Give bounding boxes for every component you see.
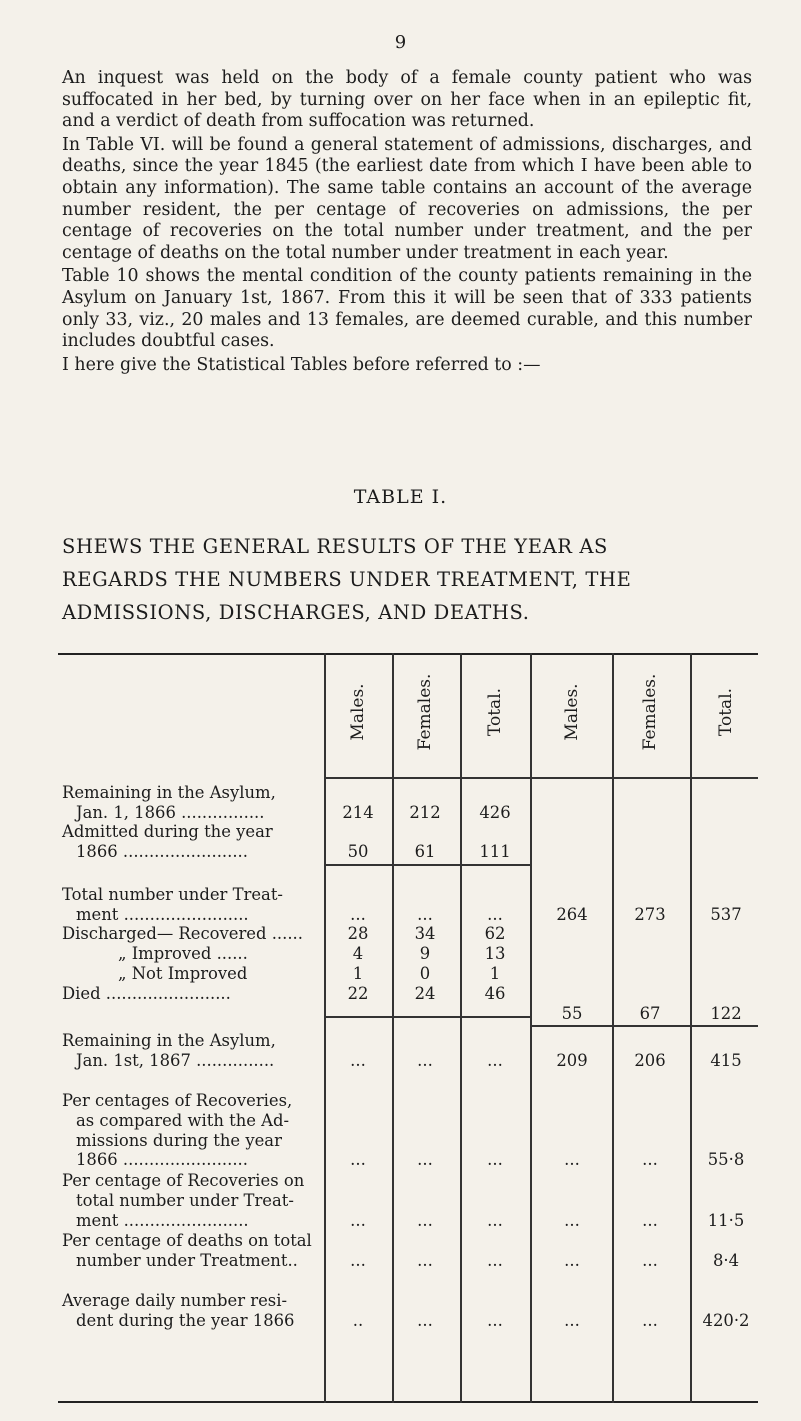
column-header	[557, 667, 587, 757]
column-rule	[392, 653, 394, 1403]
table-cell: ...	[642, 1210, 658, 1230]
table-cell: ...	[417, 1250, 433, 1270]
table-cell: 212	[409, 802, 441, 822]
paragraph: An inquest was held on the body of a female county patient who was suffocated in her bed, by turning over on her face when in an epileptic fit, and a verdict of death from suffocation was returned.	[62, 68, 752, 132]
row-label	[62, 1231, 320, 1271]
row-label	[62, 1091, 320, 1170]
table-cell: ...	[564, 1150, 580, 1170]
row-label-line: Total number under Treat-	[62, 885, 283, 904]
column-header	[711, 667, 741, 757]
table-cell: ...	[417, 904, 433, 924]
table-cell: 0	[419, 964, 431, 983]
table-cell: ...	[487, 1050, 503, 1070]
table-cell: 1	[352, 964, 364, 983]
row-label-line: missions during the year	[76, 1130, 282, 1150]
column-header-label: Males.	[562, 683, 582, 741]
column-header	[410, 667, 440, 757]
row-label	[62, 822, 320, 862]
table-cell: 62	[484, 924, 506, 943]
table-cell: ...	[350, 1210, 366, 1230]
row-label-line: dent during the year 1866	[76, 1310, 295, 1330]
row-label-line: 1866 ........................	[76, 841, 248, 861]
table-cell: 264	[556, 904, 588, 924]
table-cell: ...	[350, 1250, 366, 1270]
row-label-line: Per centages of Recoveries,	[62, 1091, 293, 1110]
table-cell: ...	[350, 1050, 366, 1070]
group-rule	[324, 1016, 530, 1018]
table-cell: 24	[414, 984, 436, 1003]
table-cell: 46	[484, 984, 506, 1003]
table-cell: 61	[414, 841, 436, 861]
table-cell: ...	[417, 1310, 433, 1330]
table-cell: 426	[479, 802, 511, 822]
row-label-line: Remaining in the Asylum,	[62, 783, 276, 802]
column-rule	[530, 653, 532, 1403]
row-label	[62, 944, 320, 964]
table-cell: ...	[417, 1150, 433, 1170]
table-cell: ...	[350, 1150, 366, 1170]
row-label	[62, 984, 320, 1004]
table-cell: 55·8	[707, 1150, 745, 1170]
table-cell: 1	[489, 964, 501, 983]
row-label-line: ment ........................	[76, 1210, 249, 1230]
row-label-line: Per centage of deaths on total	[62, 1231, 312, 1250]
table-cell: 206	[634, 1050, 666, 1070]
row-label-line: Remaining in the Asylum,	[62, 1031, 276, 1050]
column-rule	[690, 653, 692, 1403]
row-label	[62, 1171, 320, 1230]
table-subtitle	[62, 530, 752, 629]
page-number: 9	[394, 32, 407, 53]
table-cell: 111	[479, 841, 511, 861]
table-cell: ...	[487, 1250, 503, 1270]
column-header	[480, 667, 510, 757]
body-text	[62, 68, 752, 376]
row-label-line: Admitted during the year	[62, 822, 273, 841]
row-label	[62, 885, 320, 925]
row-label-line: „ Improved ......	[118, 944, 248, 963]
table-cell: 22	[347, 984, 369, 1003]
table-cell: ...	[487, 1310, 503, 1330]
table-cell: ...	[417, 1050, 433, 1070]
table-cell: ..	[352, 1310, 364, 1330]
row-label	[62, 964, 320, 984]
table-cell: 34	[414, 924, 436, 943]
row-label	[62, 1291, 320, 1331]
table-cell: ...	[564, 1210, 580, 1230]
table-cell: 67	[639, 1004, 661, 1023]
table-cell: 420·2	[702, 1310, 750, 1330]
row-label-line: Average daily number resi-	[62, 1291, 287, 1310]
row-label-line: Per centage of Recoveries on	[62, 1171, 305, 1190]
row-label-line: 1866 ........................	[76, 1150, 248, 1170]
row-label-line: number under Treatment..	[76, 1250, 298, 1270]
table-cell: ...	[350, 904, 366, 924]
table-cell: 11·5	[707, 1210, 745, 1230]
row-label-line: ment ........................	[76, 904, 249, 924]
table-cell: ...	[564, 1250, 580, 1270]
table-cell: ...	[642, 1150, 658, 1170]
table-title: TABLE I.	[353, 486, 448, 508]
subtitle-line: REGARDS THE NUMBERS UNDER TREATMENT, THE	[62, 568, 632, 591]
header-rule	[530, 777, 758, 779]
column-header-label: Total.	[716, 687, 736, 737]
table-top-rule	[58, 653, 758, 655]
row-label	[62, 924, 320, 944]
table-bottom-rule	[58, 1401, 758, 1403]
table-cell: 55	[561, 1004, 583, 1023]
table-cell: 537	[710, 904, 742, 924]
column-header-label: Males.	[348, 683, 368, 741]
column-header-label: Females.	[415, 673, 435, 751]
paragraph: In Table VI. will be found a general statement of admissions, discharges, and deaths, since the year 1845 (the earliest date from which I have been able to obtain any information). The same table contains an account of the average number resident, the per centage of recoveries on admissions, the per centage of recoveries on the total number under treatment, and the per centage of deaths on the total number under treatment in each year.	[62, 134, 752, 263]
table-cell: 273	[634, 904, 666, 924]
table-cell: ...	[642, 1310, 658, 1330]
row-label-line: Jan. 1st, 1867 ...............	[76, 1050, 275, 1070]
row-label-line: Discharged— Recovered ......	[62, 924, 303, 943]
row-label	[62, 783, 320, 823]
table-cell: 4	[352, 944, 364, 963]
column-rule	[612, 653, 614, 1403]
table-cell: 415	[710, 1050, 742, 1070]
paragraph: Table 10 shows the mental condition of the county patients remaining in the Asylum on January 1st, 1867. From this it will be seen that of 333 patients only 33, viz., 20 males and 13 females, are deemed curable, and this number includes doubtful cases.	[62, 266, 752, 352]
subtitle-line: ADMISSIONS, DISCHARGES, AND DEATHS.	[62, 601, 530, 624]
table-cell: 50	[347, 841, 369, 861]
table-cell: 209	[556, 1050, 588, 1070]
table-cell: ...	[564, 1310, 580, 1330]
column-rule	[460, 653, 462, 1403]
table-cell: 28	[347, 924, 369, 943]
column-header-label: Females.	[640, 673, 660, 751]
table-cell: ...	[642, 1250, 658, 1270]
paragraph: I here give the Statistical Tables before referred to :—	[62, 354, 541, 375]
column-header	[635, 667, 665, 757]
row-label-line: total number under Treat-	[76, 1190, 294, 1210]
table-cell: 13	[484, 944, 506, 963]
column-rule	[324, 653, 326, 1403]
table-cell: 8·4	[712, 1250, 740, 1270]
group-rule	[530, 1025, 758, 1027]
table-cell: 214	[342, 802, 374, 822]
table-cell: 9	[419, 944, 431, 963]
row-label-line: „ Not Improved	[118, 964, 248, 983]
row-label-line: Died ........................	[62, 984, 231, 1003]
table-cell: ...	[417, 1210, 433, 1230]
row-label	[62, 1031, 320, 1071]
table-cell: ...	[487, 1210, 503, 1230]
subtitle-line: SHEWS THE GENERAL RESULTS OF THE YEAR AS	[62, 535, 608, 558]
table-cell: ...	[487, 1150, 503, 1170]
group-rule	[324, 864, 530, 866]
table-cell: 122	[710, 1004, 742, 1023]
row-label-line: Jan. 1, 1866 ................	[76, 802, 265, 822]
table-cell: ...	[487, 904, 503, 924]
row-label-line: as compared with the Ad-	[76, 1110, 290, 1130]
column-header-label: Total.	[485, 687, 505, 737]
column-header	[343, 667, 373, 757]
statistics-table	[58, 653, 758, 1403]
header-rule	[324, 777, 530, 779]
